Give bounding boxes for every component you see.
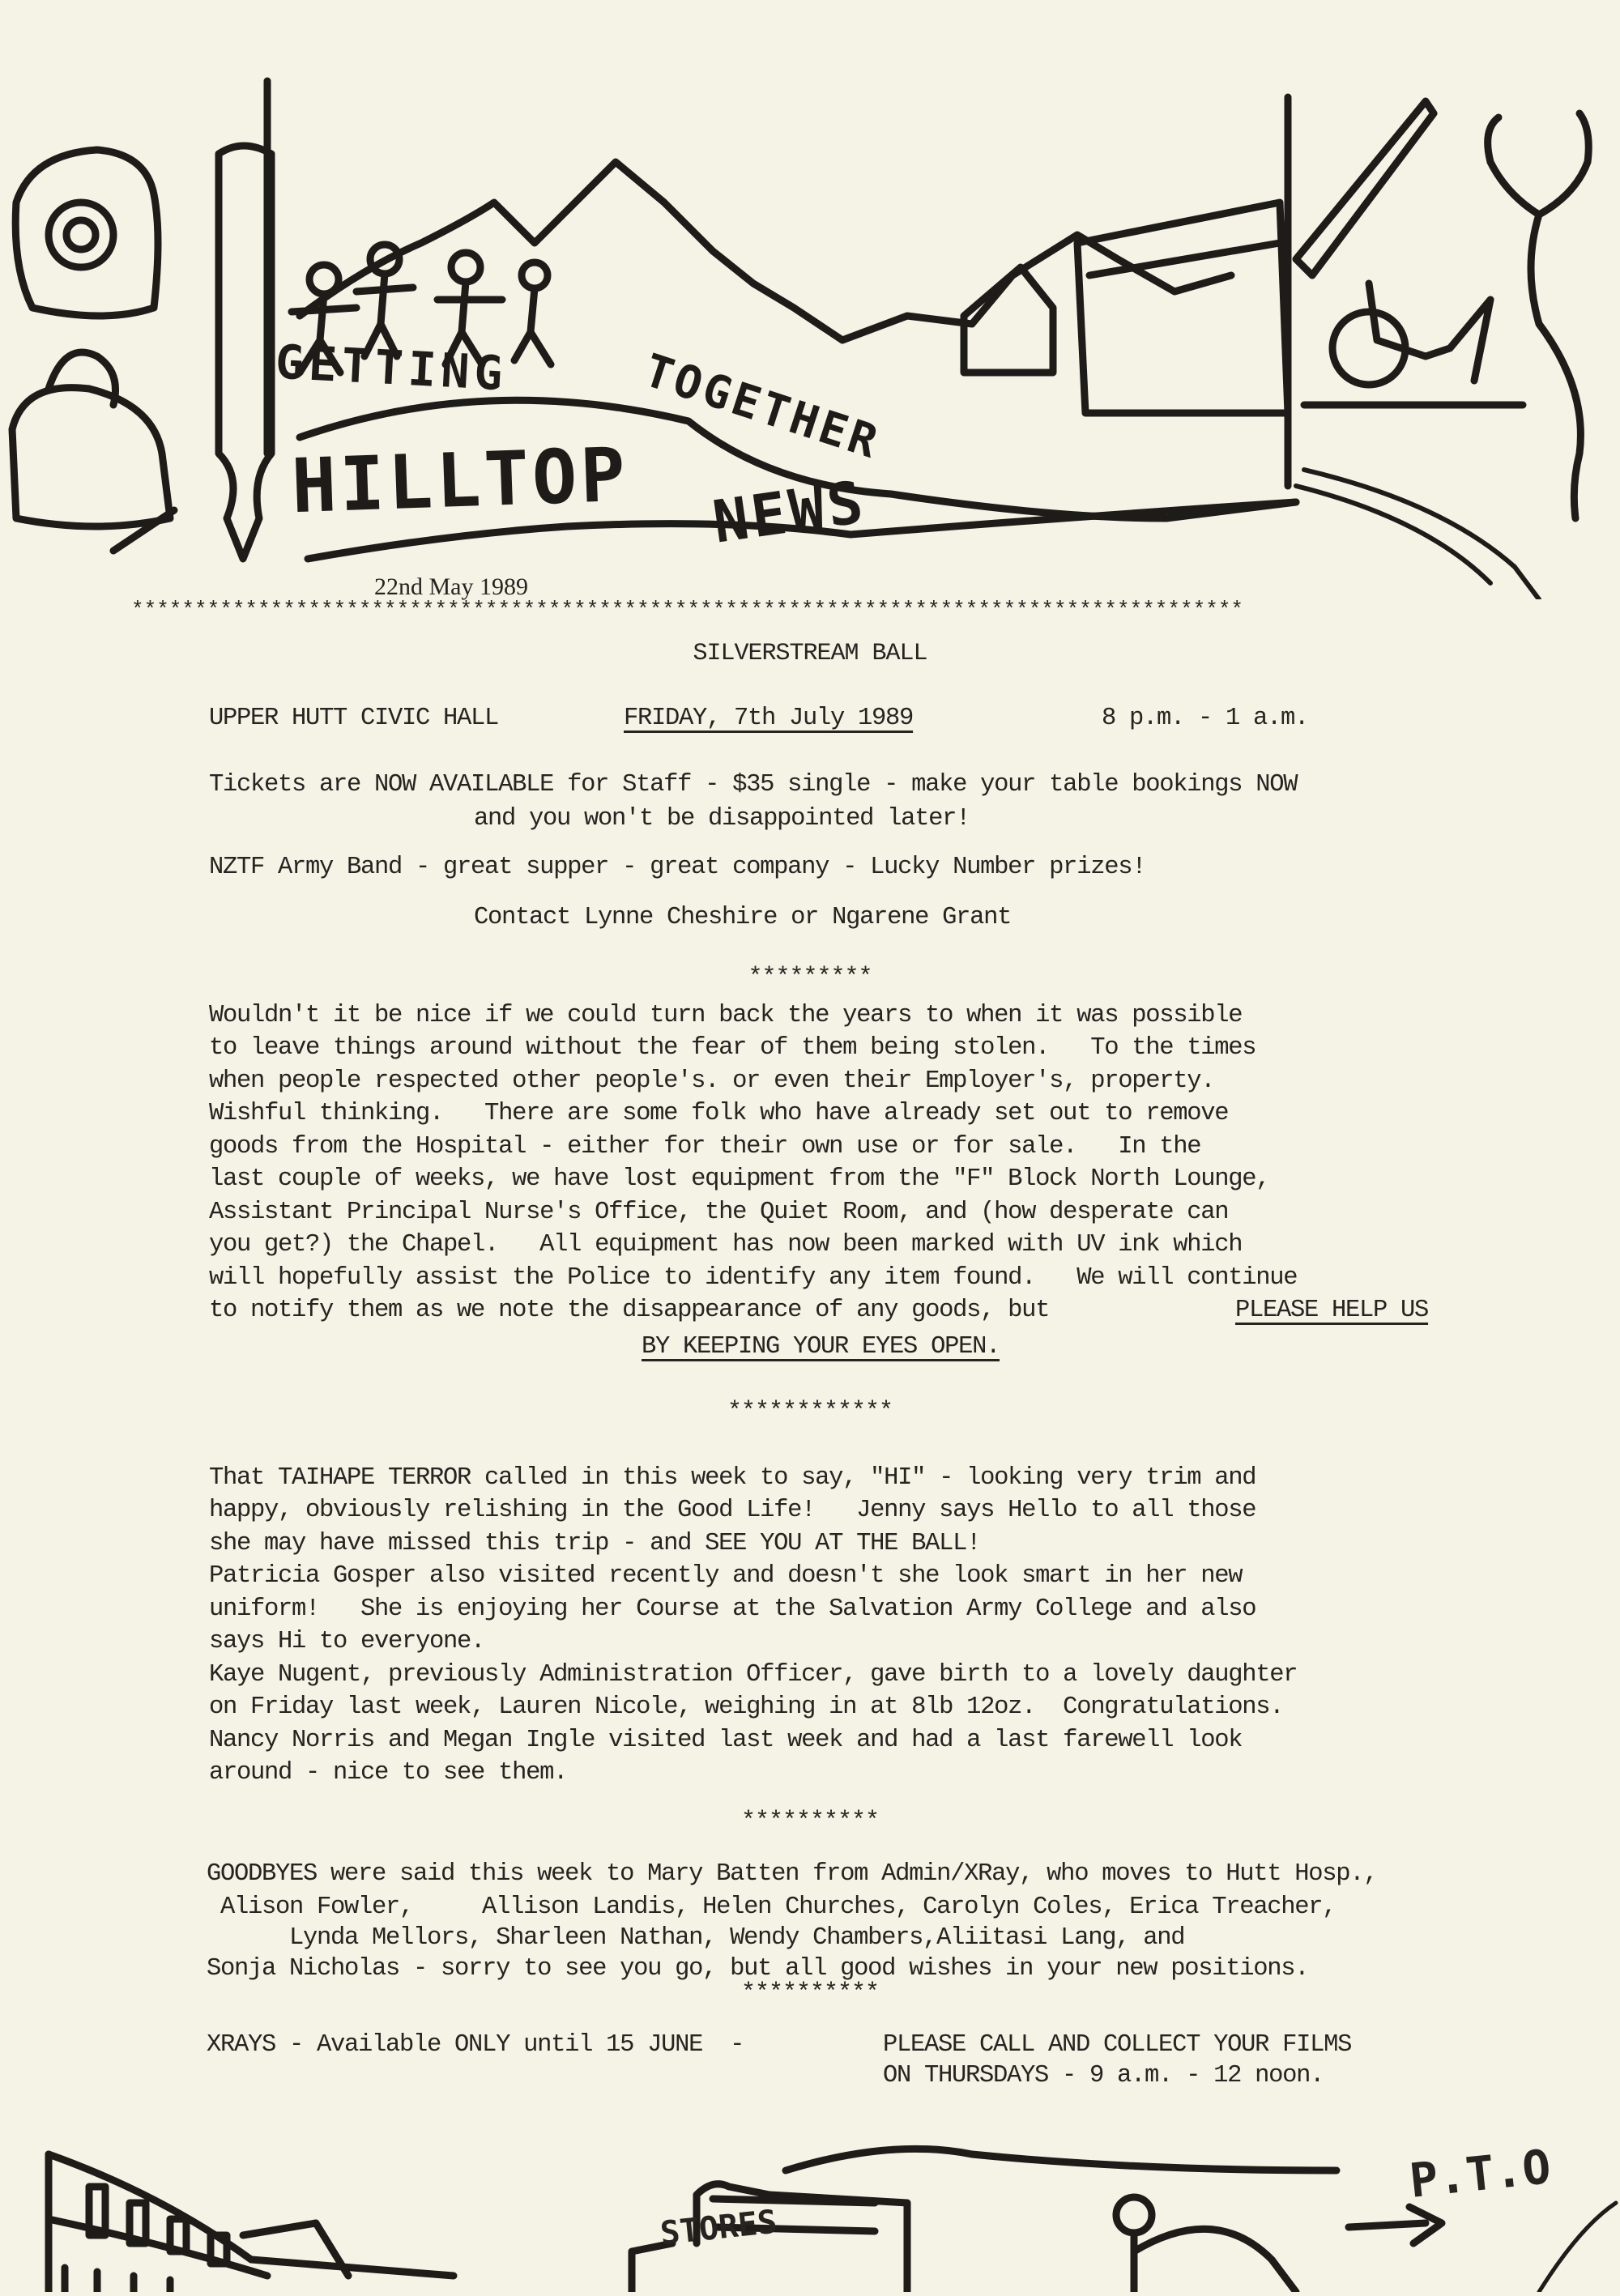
telephone-icon (15, 150, 158, 316)
visitors-line: says Hi to everyone. (209, 1628, 485, 1655)
theft-line: goods from the Hospital - either for their own use or for sale. In the (209, 1133, 1201, 1161)
cricket-bat-icon (1296, 101, 1434, 275)
goodbyes-line: Lynda Mellors, Sharleen Nathan, Wendy Chambers,Aliitasi Lang, and (207, 1924, 1185, 1952)
footer-illustration (0, 2081, 1620, 2292)
theft-line: to leave things around without the fear of them being stolen. To the times (209, 1034, 1256, 1062)
separator-2: ************ (727, 1398, 893, 1425)
ball-heading: SILVERSTREAM BALL (693, 640, 927, 667)
wheelchair-icon (1304, 283, 1523, 405)
theft-line: Wishful thinking. There are some folk who have already set out to remove (209, 1100, 1229, 1127)
asterisk-divider: **************************************************************************************** (131, 598, 1244, 622)
ball-date: FRIDAY, 7th July 1989 (624, 705, 914, 732)
hospital-wing-icon (49, 2154, 454, 2292)
theft-line: last couple of weeks, we have lost equipment from the "F" Block North Lounge, (209, 1165, 1270, 1193)
theft-line: Wouldn't it be nice if we could turn back the years to when it was possible (209, 1002, 1243, 1029)
masthead-illustration (0, 0, 1620, 599)
visitors-line: Patricia Gosper also visited recently and doesn't she look smart in her new (209, 1562, 1243, 1590)
theft-line: will hopefully assist the Police to identify any item found. We will continue (209, 1264, 1298, 1292)
masthead-title-getting: GETTING (274, 334, 509, 402)
stores-sign: STORES (658, 2203, 779, 2253)
please-turn-over-note: P.T.O (1406, 2139, 1554, 2209)
mountain-outline-icon (300, 162, 1231, 340)
theft-line: to notify them as we note the disappearance of any goods, but (209, 1297, 1064, 1324)
masthead-title-news: NEWS (709, 467, 871, 556)
person-icon (1116, 2197, 1296, 2292)
theft-line: you get?) the Chapel. All equipment has now been marked with UV ink which (209, 1231, 1243, 1259)
theft-line: Assistant Principal Nurse's Office, the Quiet Room, and (how desperate can (209, 1199, 1229, 1226)
ball-contact: Contact Lynne Cheshire or Ngarene Grant (474, 904, 1012, 931)
thermometer-icon (219, 81, 271, 559)
hand-pointer-icon (786, 2149, 1336, 2170)
visitors-line: That TAIHAPE TERROR called in this week to say, "HI" - looking very trim and (209, 1464, 1256, 1492)
ball-venue: UPPER HUTT CIVIC HALL (209, 705, 499, 732)
xrays-right-line2: ON THURSDAYS - 9 a.m. - 12 noon. (883, 2062, 1324, 2089)
visitors-line: around - nice to see them. (209, 1759, 568, 1787)
goodbyes-line: Sonja Nicholas - sorry to see you go, but all good wishes in your new positions. (207, 1955, 1309, 1983)
stethoscope-icon (1488, 113, 1589, 518)
goodbyes-line: GOODBYES were said this week to Mary Batten from Admin/XRay, who moves to Hutt Hosp., (207, 1860, 1378, 1888)
visitors-line: Nancy Norris and Megan Ingle visited last week and had a last farewell look (209, 1727, 1243, 1754)
masthead-title-hilltop: HILLTOP (290, 431, 630, 530)
visitors-line: Kaye Nugent, previously Administration Officer, gave birth to a lovely daughter (209, 1661, 1298, 1689)
separator-3: ********** (740, 1808, 880, 1835)
hospital-building-icon (964, 202, 1288, 413)
handbag-icon (12, 352, 170, 526)
ball-tickets-line1: Tickets are NOW AVAILABLE for Staff - $35 single - make your table bookings NOW (209, 771, 1298, 799)
masthead-title-together: TOGETHER (637, 343, 887, 471)
theft-emphasis-1: PLEASE HELP US (1235, 1297, 1429, 1324)
xrays-left: XRAYS - Available ONLY until 15 JUNE - (207, 2031, 744, 2059)
ball-extras: NZTF Army Band - great supper - great company - Lucky Number prizes! (209, 854, 1146, 881)
arrow-right-icon (1349, 2207, 1442, 2243)
theft-line: when people respected other people's. or even their Employer's, property. (209, 1067, 1215, 1095)
footer-drawing-icon (0, 2081, 1620, 2292)
issue-date: 22nd May 1989 (374, 573, 528, 600)
ball-tickets-line2: and you won't be disappointed later! (474, 805, 970, 833)
xrays-right-line1: PLEASE CALL AND COLLECT YOUR FILMS (883, 2031, 1352, 2059)
visitors-line: happy, obviously relishing in the Good Life! Jenny says Hello to all those (209, 1497, 1256, 1524)
goodbyes-line: Alison Fowler, Allison Landis, Helen Churches, Carolyn Coles, Erica Treacher, (207, 1893, 1336, 1921)
separator-4: ********** (740, 1979, 880, 2007)
visitors-line: uniform! She is enjoying her Course at the Salvation Army College and also (209, 1595, 1256, 1623)
ball-time: 8 p.m. - 1 a.m. (1102, 705, 1309, 732)
visitors-line: on Friday last week, Lauren Nicole, weighing in at 8lb 12oz. Congratulations. (209, 1693, 1284, 1721)
theft-emphasis-2: BY KEEPING YOUR EYES OPEN. (642, 1333, 1000, 1361)
visitors-line: she may have missed this trip - and SEE YOU AT THE BALL! (209, 1530, 981, 1557)
separator-1: ********* (748, 964, 872, 991)
